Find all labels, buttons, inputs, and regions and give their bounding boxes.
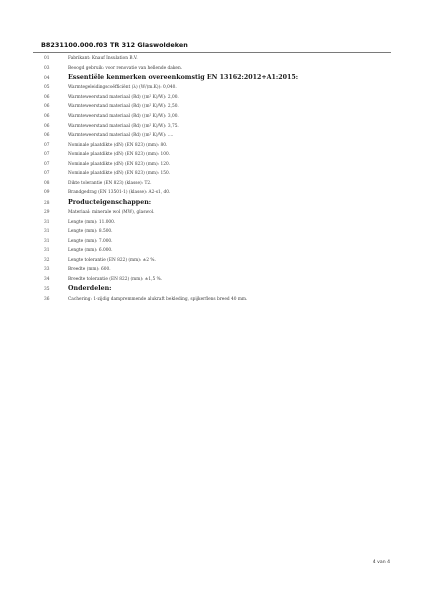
spec-text: Nominale plaatdikte (dN) (EN 823) (mm): 80. (68, 142, 168, 148)
row-number: 06 (44, 123, 50, 129)
row-number: 07 (44, 171, 50, 177)
spec-row (33, 265, 391, 275)
spec-row (33, 150, 391, 160)
spec-text: Lengte (mm): 11.000. (68, 219, 116, 225)
row-number: 31 (44, 248, 50, 254)
spec-text: Lengte tolerantie (EN 822) (mm): ±2 %. (68, 257, 156, 263)
row-number: 08 (44, 180, 50, 186)
spec-text: Lengte (mm): 7.000. (68, 238, 113, 244)
spec-text: Breedte (mm): 600. (68, 267, 111, 273)
section-heading: Producteigenschappen: (68, 198, 152, 206)
row-number: 35 (44, 287, 50, 293)
spec-row (33, 131, 391, 141)
spec-row (33, 121, 391, 131)
spec-row (33, 188, 391, 198)
spec-row (33, 93, 391, 103)
spec-text: Lengte (mm): 6.000. (68, 248, 113, 254)
spec-row (33, 246, 391, 256)
spec-text: Cachering: 1-zijdig dampremmende alukraft bekleding, spijkerflens breed 40 mm. (68, 296, 248, 302)
section-heading: Essentiële kenmerken overeenkomstig EN 13162:2012+A1:2015: (68, 73, 299, 81)
page-number: 4 van 4 (372, 560, 390, 565)
spec-text: Materiaal: minerale wol (MW), glaswol. (68, 210, 155, 216)
row-number: 07 (44, 152, 50, 158)
spec-text: Nominale plaatdikte (dN) (EN 823) (mm): 100. (68, 152, 171, 158)
document-title: B8231100.000.f03 TR 312 Glaswoldeken (41, 41, 188, 49)
row-number: 04 (44, 75, 50, 81)
spec-text: Warmteweerstand materiaal (Rd) ((m² K)/W): .... (68, 133, 174, 139)
spec-text: Warmteweerstand materiaal (Rd) ((m² K)/W): 3,75. (68, 123, 179, 129)
section-heading-row (33, 73, 391, 83)
row-number: 28 (44, 200, 50, 206)
spec-row (33, 227, 391, 237)
row-number: 07 (44, 142, 50, 148)
row-number: 06 (44, 114, 50, 120)
title-divider (33, 52, 391, 53)
row-number: 05 (44, 85, 50, 91)
spec-text: Warmteweerstand materiaal (Rd) ((m² K)/W): 2,50. (68, 104, 179, 110)
spec-row (33, 64, 391, 74)
spec-text: Nominale plaatdikte (dN) (EN 823) (mm): 120. (68, 161, 171, 167)
spec-row (33, 217, 391, 227)
spec-row (33, 112, 391, 122)
row-number: 09 (44, 190, 50, 196)
row-number: 03 (44, 65, 50, 71)
specification-list (33, 54, 391, 304)
spec-text: Fabrikant: Knauf Insulation B.V. (68, 56, 138, 62)
spec-row (33, 54, 391, 64)
row-number: 31 (44, 219, 50, 225)
row-number: 01 (44, 56, 50, 62)
row-number: 32 (44, 257, 50, 263)
section-heading-row (33, 284, 391, 294)
spec-row (33, 275, 391, 285)
spec-row (33, 160, 391, 170)
row-number: 36 (44, 296, 50, 302)
spec-row (33, 102, 391, 112)
section-heading-row (33, 198, 391, 208)
spec-text: Beoogd gebruik: voor renovatie van hellende daken. (68, 65, 183, 71)
spec-row (33, 169, 391, 179)
spec-row (33, 294, 391, 304)
row-number: 06 (44, 104, 50, 110)
row-number: 29 (44, 210, 50, 216)
spec-text: Warmtegeleidingscoëfficiënt (λ) (W/(m.K)): 0,040. (68, 85, 177, 91)
spec-row (33, 236, 391, 246)
spec-text: Nominale plaatdikte (dN) (EN 823) (mm): 150. (68, 171, 171, 177)
spec-text: Lengte (mm): 8.500. (68, 229, 113, 235)
spec-text: Brandgedrag (EN 13501-1) (klasse): A2-s1, d0. (68, 190, 171, 196)
row-number: 31 (44, 229, 50, 235)
spec-text: Warmteweerstand materiaal (Rd) ((m² K)/W): 2,00. (68, 94, 179, 100)
spec-row (33, 208, 391, 218)
spec-text: Warmteweerstand materiaal (Rd) ((m² K)/W): 3,00. (68, 114, 179, 120)
row-number: 06 (44, 94, 50, 100)
spec-row (33, 83, 391, 93)
spec-row (33, 256, 391, 266)
row-number: 31 (44, 238, 50, 244)
spec-text: Breedte tolerantie (EN 822) (mm): ±1,5 %. (68, 276, 163, 282)
row-number: 06 (44, 133, 50, 139)
spec-row (33, 179, 391, 189)
row-number: 34 (44, 276, 50, 282)
section-heading: Onderdelen: (68, 285, 112, 293)
row-number: 07 (44, 161, 50, 167)
spec-row (33, 140, 391, 150)
spec-text: Dikte tolerantie (EN 823) (klasse): T2. (68, 180, 152, 186)
row-number: 33 (44, 267, 50, 273)
